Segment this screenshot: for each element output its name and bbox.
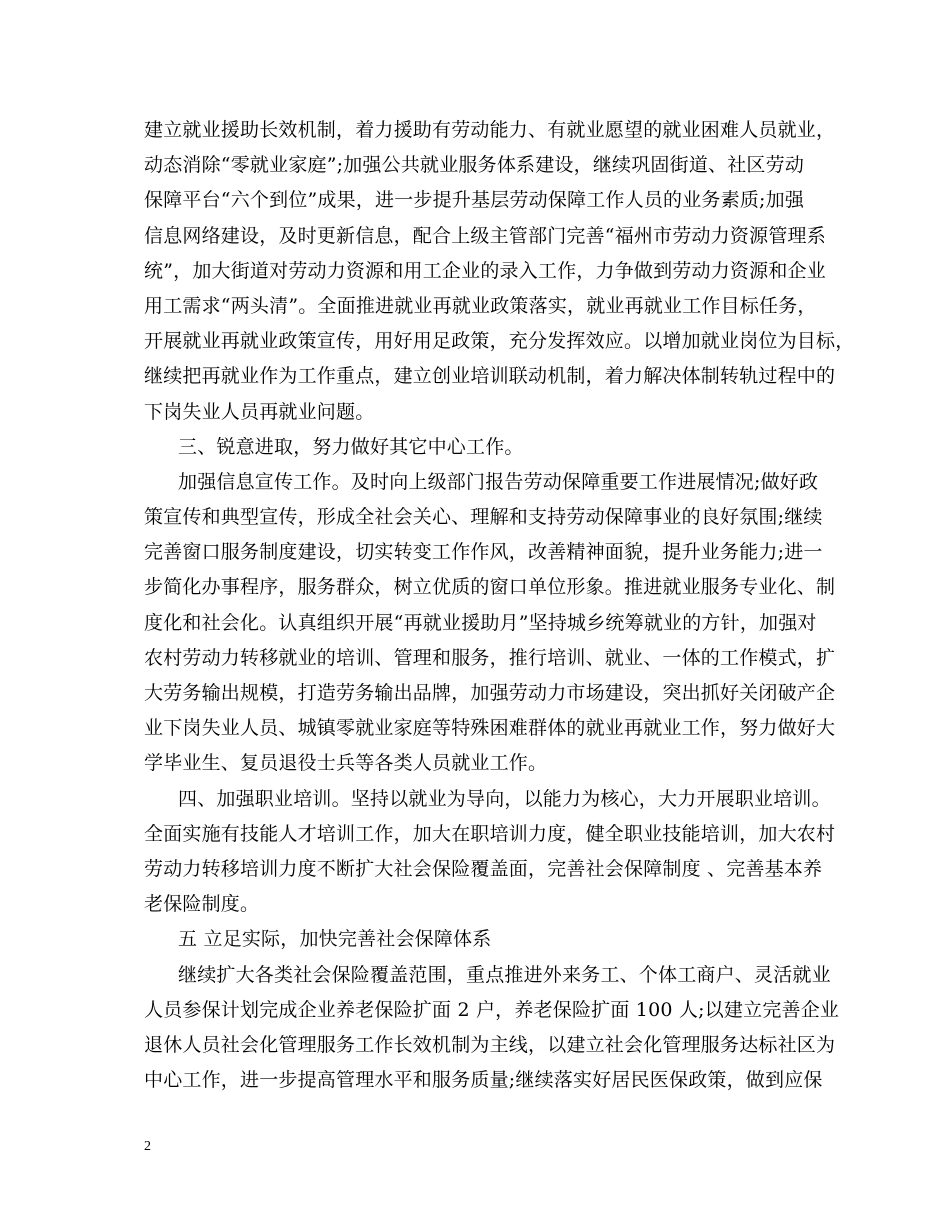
text-line: 开展就业再就业政策宣传，用好用足政策，充分发挥效应。以增加就业岗位为目标， [144, 330, 855, 353]
text-line: 中心工作，进一步提高管理水平和服务质量;继续落实好居民医保政策，做到应保 [144, 1069, 823, 1092]
section-heading: 五 立足实际，加快完善社会保障体系 [178, 928, 492, 951]
text-line: 业下岗失业人员、城镇零就业家庭等特殊困难群体的就业再就业工作，努力做好大 [144, 717, 836, 740]
text-line: 下岗失业人员再就业问题。 [144, 400, 375, 423]
text-line: 步简化办事程序，服务群众，树立优质的窗口单位形象。推进就业服务专业化、制 [144, 576, 836, 599]
document-body [144, 113, 855, 1098]
text-line: 策宣传和典型宣传，形成全社会关心、理解和支持劳动保障事业的良好氛围;继续 [144, 506, 823, 529]
text-line: 保障平台“六个到位”成果，进一步提升基层劳动保障工作人员的业务素质;加强 [144, 189, 805, 212]
text-line: 信息网络建设，及时更新信息，配合上级主管部门完善“福州市劳动力资源管理系 [144, 224, 826, 247]
page-number: 2 [144, 1139, 151, 1154]
text-line: 人员参保计划完成企业养老保险扩面 2 户，养老保险扩面 100 人;以建立完善企业 [144, 998, 840, 1021]
text-line: 全面实施有技能人才培训工作，加大在职培训力度，健全职业技能培训，加大农村 [144, 822, 836, 845]
text-line: 继续扩大各类社会保险覆盖范围，重点推进外来务工、个体工商户、灵活就业 [178, 963, 831, 986]
text-line: 农村劳动力转移就业的培训、管理和服务，推行培训、就业、一体的工作模式，扩 [144, 646, 836, 669]
text-line: 用工需求“两头清”。全面推进就业再就业政策落实，就业再就业工作目标任务， [144, 294, 817, 317]
section-heading: 三、锐意进取，努力做好其它中心工作。 [178, 435, 524, 458]
text-line: 完善窗口服务制度建设，切实转变工作作风，改善精神面貌，提升业务能力;进一 [144, 541, 823, 564]
text-line: 劳动力转移培训力度不断扩大社会保险覆盖面，完善社会保障制度 、完善基本养 [144, 857, 823, 880]
text-line: 统”，加大街道对劳动力资源和用工企业的录入工作，力争做到劳动力资源和企业 [144, 259, 826, 282]
text-line: 继续把再就业作为工作重点，建立创业培训联动机制，着力解决体制转轨过程中的 [144, 365, 836, 388]
section-heading: 四、加强职业培训。坚持以就业为导向，以能力为核心，大力开展职业培训。 [178, 787, 831, 810]
text-line: 度化和社会化。认真组织开展“再就业援助月”坚持城乡统筹就业的方针，加强对 [144, 611, 817, 634]
text-line: 退休人员社会化管理服务工作长效机制为主线，以建立社会化管理服务达标社区为 [144, 1033, 836, 1056]
text-line: 学毕业生、复员退役士兵等各类人员就业工作。 [144, 752, 548, 775]
text-line: 动态消除“零就业家庭”;加强公共就业服务体系建设，继续巩固街道、社区劳动 [144, 154, 805, 177]
text-line: 大劳务输出规模，打造劳务输出品牌，加强劳动力市场建设，突出抓好关闭破产企 [144, 682, 836, 704]
text-line: 老保险制度。 [144, 893, 260, 916]
text-line: 建立就业援助长效机制，着力援助有劳动能力、有就业愿望的就业困难人员就业， [144, 119, 836, 141]
text-line: 加强信息宣传工作。及时向上级部门报告劳动保障重要工作进展情况;做好政 [178, 470, 819, 493]
